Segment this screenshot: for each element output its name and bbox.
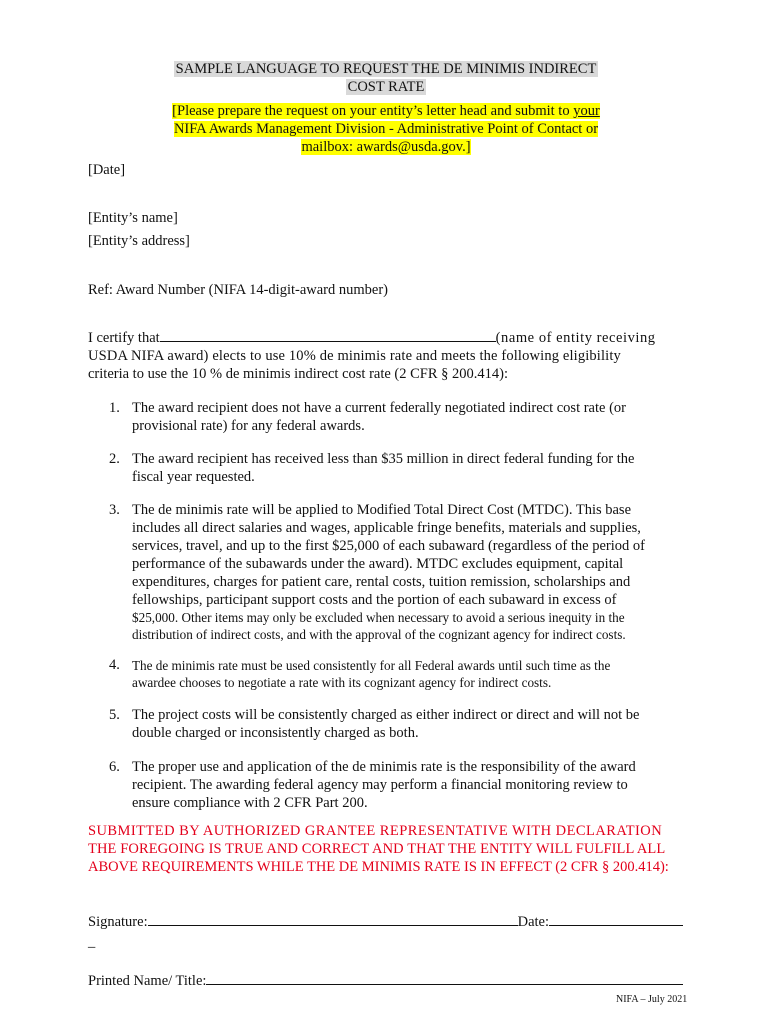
declaration-line-1: SUBMITTED BY AUTHORIZED GRANTEE REPRESENTATIVE WITH DECLARATION — [88, 823, 663, 839]
instruction-text-1: [Please prepare the request on your entity’s letter head and submit to — [172, 103, 574, 119]
instruction-line-1 — [172, 103, 600, 119]
criteria-text — [132, 657, 668, 691]
award-reference: Ref: Award Number (NIFA 14-digit-award number) — [88, 282, 389, 298]
criteria-line: recipient. The awarding federal agency may perform a financial monitoring review to — [132, 777, 628, 793]
title-line-2: COST RATE — [347, 79, 425, 95]
criteria-text — [132, 758, 668, 812]
criteria-text — [132, 399, 668, 435]
criteria-line: includes all direct salaries and wages, applicable fringe benefits, materials and supplies, — [132, 520, 641, 536]
certify-line-2: USDA NIFA award) elects to use 10% de minimis rate and meets the following eligibility — [88, 348, 621, 364]
page-footer: NIFA – July 2021 — [616, 994, 688, 1005]
certify-suffix: (name of entity receiving — [495, 330, 656, 346]
criteria-line: The award recipient does not have a current federally negotiated indirect cost rate (or — [132, 400, 626, 416]
date-label: Date: — [517, 914, 550, 930]
title-line-1: SAMPLE LANGUAGE TO REQUEST THE DE MINIMIS INDIRECT — [175, 61, 597, 77]
criteria-number: 4. — [109, 657, 120, 673]
criteria-line: double charged or inconsistently charged as both. — [132, 725, 419, 741]
criteria-line: distribution of indirect costs, and with the approval of the cognizant agency for indirect costs. — [132, 627, 626, 642]
date-placeholder: [Date] — [88, 162, 126, 178]
criteria-line: The de minimis rate will be applied to Modified Total Direct Cost (MTDC). This base — [132, 502, 632, 518]
criteria-number: 6. — [109, 759, 120, 775]
criteria-line: provisional rate) for any federal awards. — [132, 418, 365, 434]
date-field[interactable] — [549, 912, 683, 926]
printed-name-label: Printed Name/ Title: — [88, 973, 207, 989]
criteria-line: ensure compliance with 2 CFR Part 200. — [132, 795, 368, 811]
criteria-text — [132, 706, 668, 742]
criteria-line: services, travel, and up to the first $25,000 of each subaward (regardless of the period of — [132, 538, 645, 554]
criteria-line: fellowships, participant support costs and the portion of each subaward in excess of — [132, 592, 617, 608]
grantee-declaration — [88, 822, 688, 876]
criteria-line: The award recipient has received less than $35 million in direct federal funding for the — [132, 451, 635, 467]
criteria-line: expenditures, charges for patient care, rental costs, tuition remission, scholarships and — [132, 574, 631, 590]
instruction-line-2: NIFA Awards Management Division - Administrative Point of Contact or — [173, 121, 599, 137]
signature-row — [88, 912, 683, 931]
entity-name-blank[interactable] — [160, 328, 496, 342]
criteria-line: performance of the subawards under the award). MTDC excludes equipment, capital — [132, 556, 624, 572]
instruction-underlined-word: your — [573, 103, 600, 119]
entity-address-placeholder: [Entity’s address] — [88, 233, 190, 249]
criteria-line: $25,000. Other items may only be excluded when necessary to avoid a serious inequity in the — [132, 610, 625, 625]
criteria-line: awardee chooses to negotiate a rate with its cognizant agency for indirect costs. — [132, 675, 552, 690]
certify-line-3: criteria to use the 10 % de minimis indirect cost rate (2 CFR § 200.414): — [88, 366, 509, 382]
entity-name-placeholder: [Entity’s name] — [88, 210, 178, 226]
certify-prefix: I certify that — [88, 330, 160, 346]
printed-name-field[interactable] — [206, 971, 683, 985]
criteria-line: fiscal year requested. — [132, 469, 255, 485]
signature-label: Signature: — [88, 914, 148, 930]
printed-name-row — [88, 971, 683, 990]
declaration-line-2: THE FOREGOING IS TRUE AND CORRECT AND THAT THE ENTITY WILL FULFILL ALL — [88, 841, 666, 857]
criteria-number: 3. — [109, 502, 120, 518]
declaration-line-3: ABOVE REQUIREMENTS WHILE THE DE MINIMIS RATE IS IN EFFECT (2 CFR § 200.414): — [88, 859, 669, 875]
certify-line-1 — [88, 328, 662, 347]
certification-statement — [88, 328, 662, 383]
criteria-line: The proper use and application of the de minimis rate is the responsibility of the award — [132, 759, 636, 775]
criteria-text — [132, 450, 668, 486]
document-title — [164, 60, 608, 96]
instruction-line-3: mailbox: awards@usda.gov.] — [301, 139, 471, 155]
criteria-number: 5. — [109, 707, 120, 723]
criteria-line: The project costs will be consistently charged as either indirect or direct and will not be — [132, 707, 640, 723]
criteria-text — [132, 501, 668, 643]
criteria-number: 2. — [109, 451, 120, 467]
signature-continuation-dash: _ — [88, 934, 96, 950]
submission-instructions — [150, 102, 622, 156]
criteria-line: The de minimis rate must be used consistently for all Federal awards until such time as the — [132, 658, 611, 673]
signature-field[interactable] — [148, 912, 518, 926]
criteria-number: 1. — [109, 400, 120, 416]
